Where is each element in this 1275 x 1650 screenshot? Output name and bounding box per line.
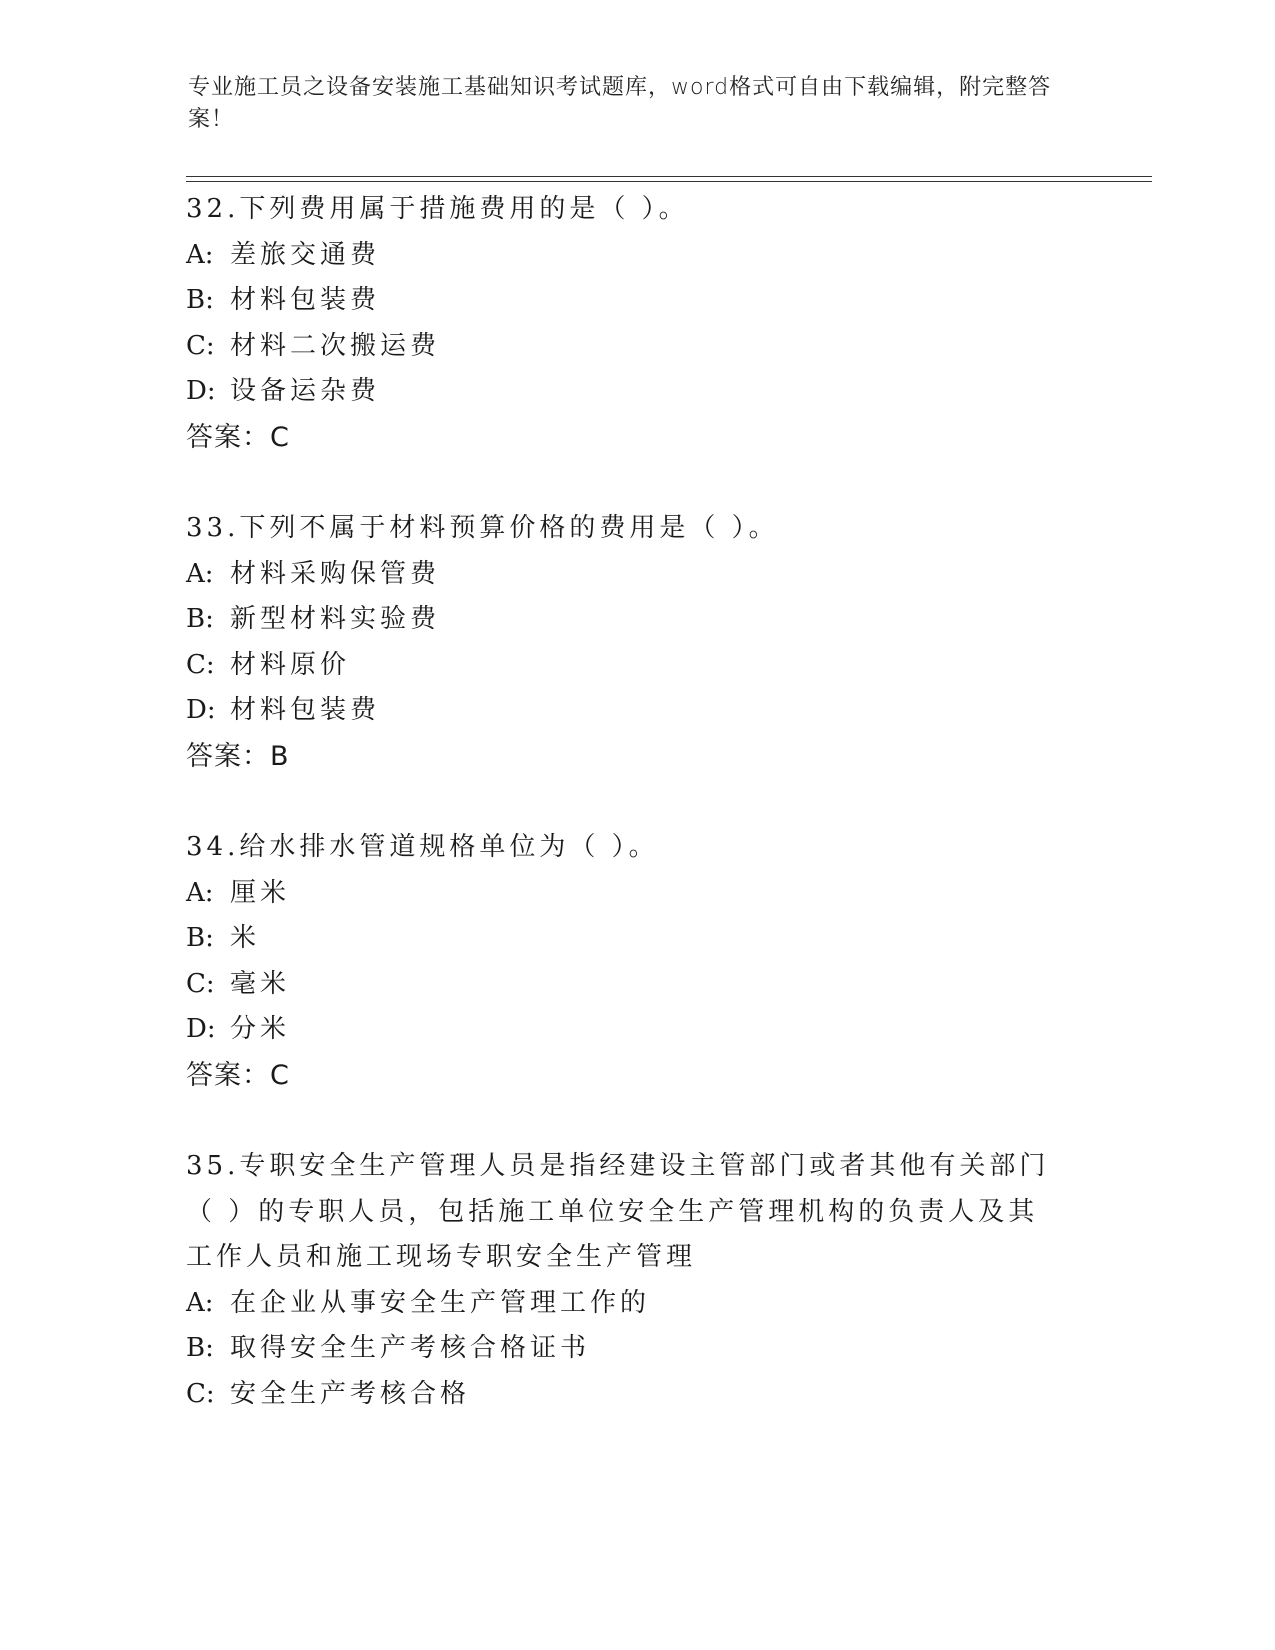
question-list: [186, 187, 1086, 1463]
option-text: 在企业从事安全生产管理工作的: [230, 1287, 651, 1318]
question-35: [186, 1144, 1086, 1417]
option-b: [186, 597, 1086, 643]
option-d: [186, 369, 1086, 415]
option-a: [186, 871, 1086, 917]
header-rule-bottom: [186, 181, 1152, 182]
option-text: 差旅交通费: [230, 239, 381, 270]
question-32: [186, 187, 1086, 460]
question-stem: 34.给水排水管道规格单位为（ ）。: [186, 832, 659, 862]
option-key: A:: [186, 1287, 214, 1318]
option-key: A:: [186, 239, 214, 270]
option-text: 安全生产考核合格: [230, 1378, 471, 1409]
option-text: 新型材料实验费: [230, 604, 441, 634]
option-key: B:: [186, 285, 214, 315]
option-key: D:: [186, 376, 216, 406]
option-text: 设备运杂费: [230, 376, 381, 406]
document-header: 专业施工员之设备安装施工基础知识考试题库，word格式可自由下载编辑，附完整答案！: [188, 75, 1052, 132]
option-d: [186, 1007, 1086, 1053]
option-key: D:: [186, 695, 216, 725]
option-key: C:: [186, 1378, 215, 1409]
option-b: [186, 916, 1086, 962]
option-key: C:: [186, 649, 215, 680]
question-33: [186, 506, 1086, 779]
option-b: [186, 278, 1086, 324]
option-key: C:: [186, 330, 215, 361]
option-key: B:: [186, 1333, 214, 1363]
option-c: [186, 643, 1086, 689]
header-rule-top: [186, 176, 1152, 177]
answer-line: 答案：C: [186, 1059, 290, 1091]
question-stem: 35.专职安全生产管理人员是指经建设主管部门或者其他有关部门（ ）的专职人员，包括施工单位安全生产管理机构的负责人及其工作人员和施工现场专职安全生产管理: [186, 1151, 1050, 1272]
question-34: [186, 825, 1086, 1098]
option-d: [186, 688, 1086, 734]
question-stem: 32.下列费用属于措施费用的是（ ）。: [186, 194, 689, 224]
option-a: [186, 1281, 1086, 1327]
option-key: A:: [186, 558, 214, 589]
option-c: [186, 962, 1086, 1008]
option-text: 取得安全生产考核合格证书: [230, 1333, 591, 1363]
option-key: B:: [186, 923, 214, 953]
option-text: 材料采购保管费: [230, 558, 441, 589]
answer-line: 答案：B: [186, 740, 290, 772]
option-a: [186, 552, 1086, 598]
option-text: 厘米: [230, 877, 291, 908]
option-text: 材料包装费: [230, 695, 381, 725]
option-text: 材料原价: [230, 649, 351, 680]
option-text: 材料包装费: [230, 285, 381, 315]
option-key: B:: [186, 604, 214, 634]
option-text: 分米: [230, 1014, 291, 1044]
option-key: A:: [186, 877, 214, 908]
option-text: 材料二次搬运费: [230, 330, 441, 361]
option-b: [186, 1326, 1086, 1372]
option-key: D:: [186, 1014, 216, 1044]
option-c: [186, 1372, 1086, 1418]
option-key: C:: [186, 968, 215, 999]
option-text: 毫米: [230, 968, 291, 999]
option-c: [186, 324, 1086, 370]
question-stem: 33.下列不属于材料预算价格的费用是（ ）。: [186, 513, 779, 543]
option-a: [186, 233, 1086, 279]
option-text: 米: [230, 923, 261, 953]
answer-line: 答案：C: [186, 421, 290, 453]
